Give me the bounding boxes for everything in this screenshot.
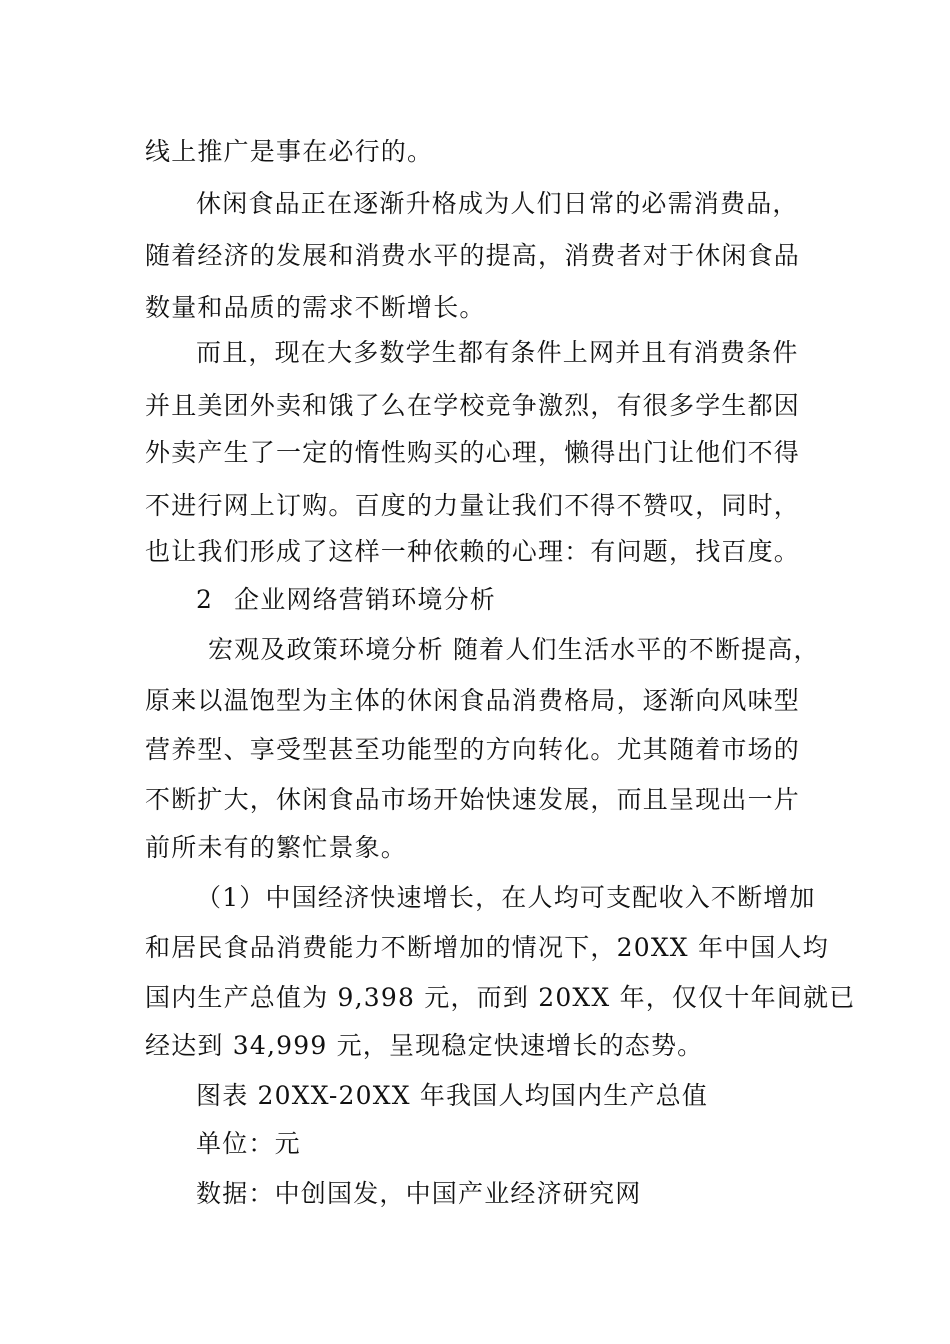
figure-caption: 图表 20XX-20XX 年我国人均国内生产总值 — [196, 1081, 709, 1110]
paragraph-line: 前所未有的繁忙景象。 — [145, 833, 408, 862]
paragraph-line: 和居民食品消费能力不断增加的情况下，20XX 年中国人均 — [145, 933, 829, 962]
paragraph-line: 不断扩大，休闲食品市场开始快速发展，而且呈现出一片 — [145, 785, 801, 814]
section-title: 企业网络营销环境分析 — [234, 585, 497, 614]
paragraph-line: 宏观及政策环境分析 随着人们生活水平的不断提高， — [208, 635, 820, 664]
paragraph-line: 而且，现在大多数学生都有条件上网并且有消费条件 — [196, 338, 799, 367]
paragraph-line: 线上推广是事在必行的。 — [145, 137, 434, 166]
paragraph-line: 经达到 34,999 元，呈现稳定快速增长的态势。 — [145, 1031, 704, 1060]
section-heading — [196, 582, 496, 618]
section-number: 2 — [196, 585, 214, 614]
paragraph-line: 不进行网上订购。百度的力量让我们不得不赞叹，同时， — [145, 491, 801, 520]
paragraph-line: 随着经济的发展和消费水平的提高，消费者对于休闲食品 — [145, 241, 801, 270]
paragraph-line: 数量和品质的需求不断增长。 — [145, 293, 486, 322]
figure-unit: 单位：元 — [196, 1129, 301, 1158]
paragraph-line: 外卖产生了一定的惰性购买的心理，懒得出门让他们不得 — [145, 438, 801, 467]
paragraph-line: 也让我们形成了这样一种依赖的心理：有问题，找百度。 — [145, 537, 801, 566]
paragraph-line: 国内生产总值为 9,398 元，而到 20XX 年，仅仅十年间就已 — [145, 983, 856, 1012]
paragraph-line: 休闲食品正在逐渐升格成为人们日常的必需消费品， — [196, 189, 799, 218]
paragraph-line: 并且美团外卖和饿了么在学校竞争激烈，有很多学生都因 — [145, 391, 801, 420]
paragraph-line: 原来以温饱型为主体的休闲食品消费格局，逐渐向风味型 — [145, 686, 801, 715]
paragraph-line: （1）中国经济快速增长，在人均可支配收入不断增加 — [196, 883, 816, 912]
paragraph-line: 营养型、享受型甚至功能型的方向转化。尤其随着市场的 — [145, 735, 801, 764]
figure-source: 数据：中创国发，中国产业经济研究网 — [196, 1179, 642, 1208]
